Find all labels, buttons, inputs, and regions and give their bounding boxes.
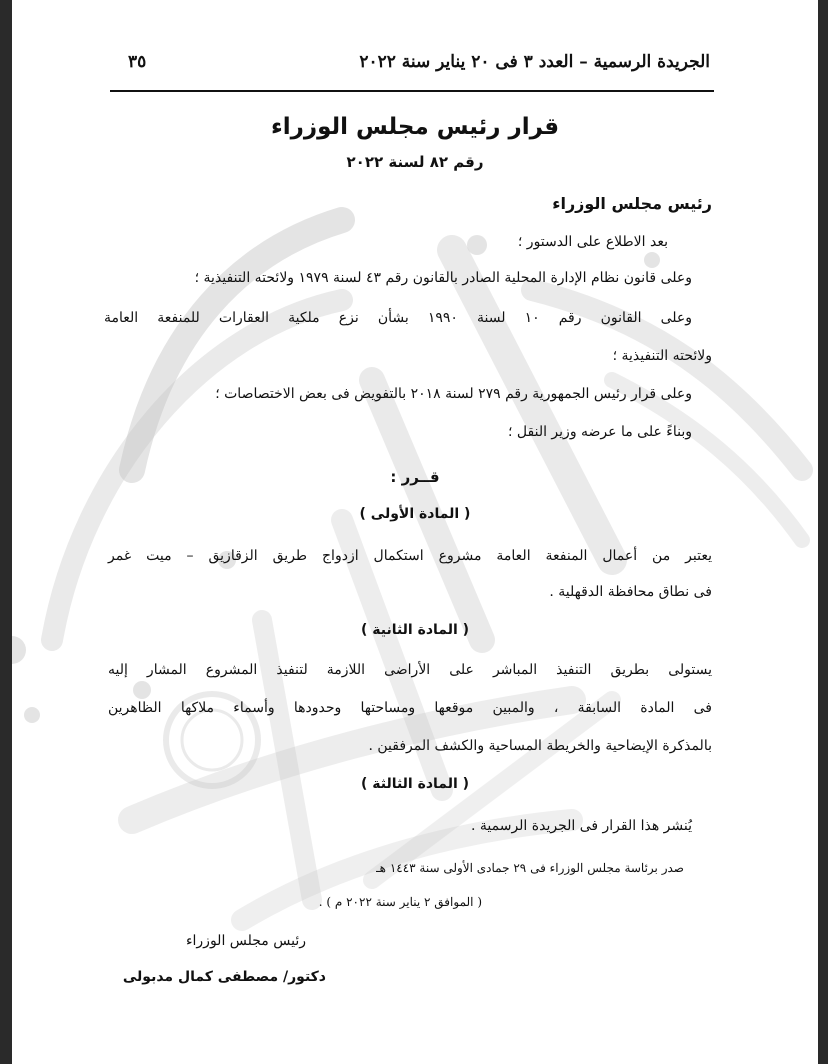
preamble-line: وعلى قانون نظام الإدارة المحلية الصادر بالقانون رقم ٤٣ لسنة ١٩٧٩ ولائحته التنفيذية ؛ (194, 270, 692, 286)
signatory-name: دكتور/ مصطفى كمال مدبولى (122, 969, 326, 985)
article-2-heading: ( المادة الثانية ) (360, 622, 470, 638)
gazette-header-title: الجريدة الرسمية – العدد ٣ فى ٢٠ يناير سنة ٢٠٢٢ (359, 52, 710, 72)
document-page (12, 0, 818, 1064)
decided-heading: قــرر : (390, 468, 440, 486)
preamble-line: ولائحته التنفيذية ؛ (612, 348, 712, 364)
decree-title: قرار رئيس مجلس الوزراء (270, 114, 560, 140)
article-3-line: يُنشر هذا القرار فى الجريدة الرسمية . (470, 818, 692, 834)
preamble-line: وبناءً على ما عرضه وزير النقل ؛ (508, 424, 692, 440)
signatory-title: رئيس مجلس الوزراء (185, 933, 306, 949)
decree-number: رقم ٨٢ لسنة ٢٠٢٢ (346, 153, 484, 171)
preamble-line: وعلى قرار رئيس الجمهورية رقم ٢٧٩ لسنة ٢٠١٨ بالتفويض فى بعض الاختصاصات ؛ (215, 386, 692, 402)
gregorian-date: ( الموافق ٢ يناير سنة ٢٠٢٢ م ) . (318, 895, 482, 909)
article-2-line: بالمذكرة الإيضاحية والخريطة المساحية والكشف المرفقين . (368, 738, 712, 754)
article-1-heading: ( المادة الأولى ) (359, 506, 471, 522)
gazette-header (110, 52, 714, 82)
article-3-heading: ( المادة الثالثة ) (360, 776, 470, 792)
preamble-issuer: رئيس مجلس الوزراء (552, 194, 712, 213)
article-2-line: يستولى بطريق التنفيذ المباشر على الأراضى اللازمة لتنفيذ المشروع المشار إليه (108, 662, 712, 678)
header-divider (110, 90, 714, 92)
preamble-line: بعد الاطلاع على الدستور ؛ (517, 234, 668, 250)
issued-date: صدر برئاسة مجلس الوزراء فى ٢٩ جمادى الأولى سنة ١٤٤٣ هـ (376, 861, 684, 875)
article-1-line: يعتبر من أعمال المنفعة العامة مشروع استكمال ازدواج طريق الزقازيق – ميت غمر (108, 548, 712, 564)
preamble-line: وعلى القانون رقم ١٠ لسنة ١٩٩٠ بشأن نزع ملكية العقارات للمنفعة العامة (104, 310, 693, 326)
document-content (12, 0, 818, 1064)
page-number: ٣٥ (128, 52, 147, 72)
article-1-line: فى نطاق محافظة الدقهلية . (549, 584, 712, 600)
article-2-line: فى المادة السابقة ، والمبين موقعها ومساحتها وحدودها وأسماء ملاكها الظاهرين (108, 700, 712, 716)
